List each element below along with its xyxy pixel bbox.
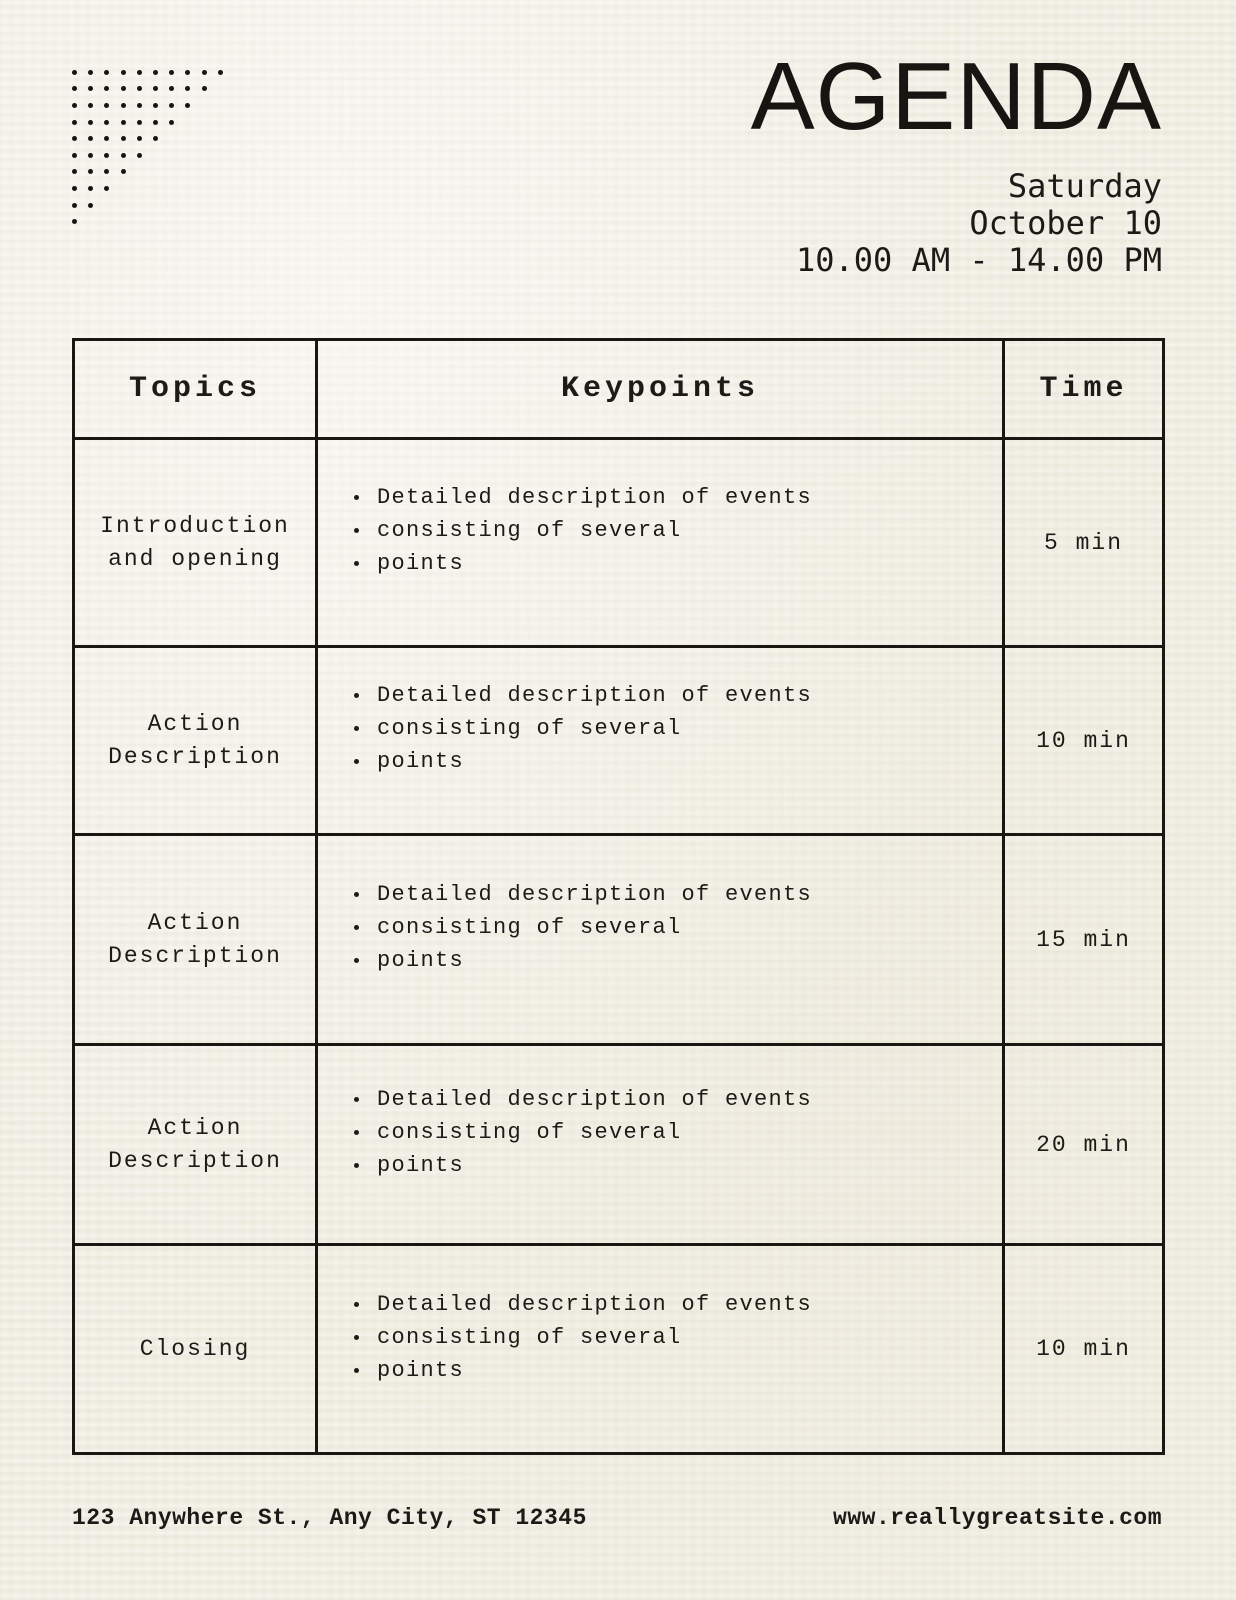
keypoints-list	[354, 1288, 1002, 1387]
dot-icon	[72, 169, 77, 174]
bullet-icon	[354, 1163, 359, 1168]
keypoints-list	[354, 1083, 1002, 1182]
topic-cell: Action Description	[74, 835, 317, 1045]
keypoint-text: Detailed description of events	[377, 1291, 813, 1317]
dot-icon	[121, 136, 126, 141]
dot-icon	[104, 186, 109, 191]
dot-icon	[72, 120, 77, 125]
dot-icon	[72, 70, 77, 75]
dot-icon	[121, 120, 126, 125]
keypoint-item	[354, 944, 1002, 977]
bullet-icon	[354, 1335, 359, 1340]
keypoints-cell	[317, 835, 1004, 1045]
dot-icon	[104, 153, 109, 158]
bullet-icon	[354, 561, 359, 566]
keypoints-list	[354, 481, 1002, 580]
dot-icon	[88, 70, 93, 75]
header-keypoints: Keypoints	[317, 340, 1004, 439]
footer-website: www.reallygreatsite.com	[833, 1505, 1162, 1531]
page-title: AGENDA	[750, 43, 1162, 150]
dots-triangle-icon	[72, 64, 234, 230]
dot-row	[72, 213, 234, 230]
dot-icon	[153, 70, 158, 75]
topic-cell: Introduction and opening	[74, 439, 317, 647]
keypoints-cell	[317, 1045, 1004, 1245]
topic-cell: Action Description	[74, 647, 317, 835]
dot-row	[72, 64, 234, 81]
dot-row	[72, 197, 234, 214]
dot-icon	[137, 70, 142, 75]
table-header-row	[74, 340, 1164, 439]
keypoint-item	[354, 712, 1002, 745]
keypoint-item	[354, 1149, 1002, 1182]
footer	[72, 1505, 1162, 1531]
keypoint-text: Detailed description of events	[377, 882, 813, 907]
dot-icon	[218, 70, 223, 75]
time-cell: 20 min	[1004, 1045, 1164, 1245]
keypoint-text: Detailed description of events	[377, 1087, 813, 1112]
event-datetime	[796, 168, 1162, 279]
table-row	[74, 1045, 1164, 1245]
keypoint-text: consisting of several	[377, 1120, 682, 1145]
keypoints-cell	[317, 647, 1004, 835]
keypoint-item	[354, 547, 1002, 580]
dot-icon	[202, 70, 207, 75]
keypoint-item	[354, 1288, 1002, 1321]
bullet-icon	[354, 528, 359, 533]
keypoints-cell	[317, 439, 1004, 647]
dot-icon	[104, 169, 109, 174]
keypoint-item	[354, 911, 1002, 944]
dot-icon	[185, 103, 190, 108]
keypoint-item	[354, 481, 1002, 514]
dot-icon	[153, 103, 158, 108]
dot-icon	[72, 103, 77, 108]
dot-icon	[104, 86, 109, 91]
dot-icon	[72, 86, 77, 91]
keypoint-item	[354, 1116, 1002, 1149]
bullet-icon	[354, 1097, 359, 1102]
bullet-icon	[354, 726, 359, 731]
dot-icon	[137, 153, 142, 158]
bullet-icon	[354, 925, 359, 930]
table-row	[74, 647, 1164, 835]
bullet-icon	[354, 759, 359, 764]
dot-icon	[169, 70, 174, 75]
keypoint-item	[354, 745, 1002, 778]
topic-cell: Closing	[74, 1245, 317, 1454]
topic-cell: Action Description	[74, 1045, 317, 1245]
dot-row	[72, 180, 234, 197]
dot-icon	[72, 153, 77, 158]
bullet-icon	[354, 1130, 359, 1135]
dot-icon	[121, 153, 126, 158]
dot-row	[72, 147, 234, 164]
keypoint-item	[354, 514, 1002, 547]
time-cell: 15 min	[1004, 835, 1164, 1045]
time-cell: 10 min	[1004, 1245, 1164, 1454]
table-row	[74, 439, 1164, 647]
dot-icon	[137, 103, 142, 108]
dot-icon	[153, 136, 158, 141]
keypoint-item	[354, 878, 1002, 911]
dot-icon	[137, 136, 142, 141]
keypoint-text: Detailed description of events	[377, 683, 813, 708]
header-topics: Topics	[74, 340, 317, 439]
keypoint-text: points	[377, 1357, 465, 1383]
event-time-range: 10.00 AM - 14.00 PM	[795, 241, 1162, 279]
time-cell: 5 min	[1004, 439, 1164, 647]
bullet-icon	[354, 1302, 359, 1307]
dot-icon	[104, 103, 109, 108]
dot-icon	[137, 120, 142, 125]
dot-icon	[88, 86, 93, 91]
dot-icon	[104, 136, 109, 141]
dot-icon	[72, 136, 77, 141]
dot-icon	[137, 86, 142, 91]
dot-icon	[72, 203, 77, 208]
dot-row	[72, 130, 234, 147]
agenda-table	[72, 338, 1165, 1455]
bullet-icon	[354, 958, 359, 963]
time-cell: 10 min	[1004, 647, 1164, 835]
keypoint-text: points	[377, 1153, 465, 1178]
keypoint-text: consisting of several	[377, 1324, 682, 1350]
event-date: October 10	[969, 204, 1162, 242]
keypoint-text: Detailed description of events	[377, 485, 813, 510]
bullet-icon	[354, 1368, 359, 1373]
dot-icon	[121, 103, 126, 108]
table-row	[74, 835, 1164, 1045]
keypoints-list	[354, 878, 1002, 977]
footer-address: 123 Anywhere St., Any City, ST 12345	[72, 1505, 587, 1531]
keypoint-item	[354, 1321, 1002, 1354]
dot-icon	[88, 203, 93, 208]
dot-icon	[88, 186, 93, 191]
dot-icon	[121, 169, 126, 174]
header-time: Time	[1004, 340, 1164, 439]
dot-icon	[88, 169, 93, 174]
keypoint-item	[354, 679, 1002, 712]
event-day: Saturday	[1007, 167, 1162, 205]
dot-icon	[104, 120, 109, 125]
dot-icon	[153, 86, 158, 91]
dot-icon	[202, 86, 207, 91]
keypoints-cell	[317, 1245, 1004, 1454]
keypoints-list	[354, 679, 1002, 778]
bullet-icon	[354, 693, 359, 698]
dot-icon	[169, 103, 174, 108]
dot-icon	[88, 153, 93, 158]
keypoint-text: consisting of several	[377, 915, 682, 940]
dot-icon	[104, 70, 109, 75]
keypoint-text: consisting of several	[377, 716, 682, 741]
dot-icon	[185, 70, 190, 75]
dot-row	[72, 97, 234, 114]
bullet-icon	[354, 892, 359, 897]
dot-icon	[153, 120, 158, 125]
keypoint-text: points	[377, 551, 465, 576]
keypoint-text: consisting of several	[377, 518, 682, 543]
keypoint-text: points	[377, 948, 465, 973]
dot-icon	[121, 86, 126, 91]
dot-row	[72, 114, 234, 131]
dot-row	[72, 164, 234, 181]
keypoint-item	[354, 1083, 1002, 1116]
keypoint-text: points	[377, 749, 465, 774]
dot-row	[72, 81, 234, 98]
keypoint-item	[354, 1354, 1002, 1387]
dot-icon	[72, 186, 77, 191]
dot-icon	[121, 70, 126, 75]
dot-icon	[185, 86, 190, 91]
dot-icon	[72, 219, 77, 224]
dot-icon	[88, 103, 93, 108]
dot-icon	[88, 136, 93, 141]
dot-icon	[169, 86, 174, 91]
bullet-icon	[354, 495, 359, 500]
table-row	[74, 1245, 1164, 1454]
dot-icon	[169, 120, 174, 125]
dot-icon	[88, 120, 93, 125]
